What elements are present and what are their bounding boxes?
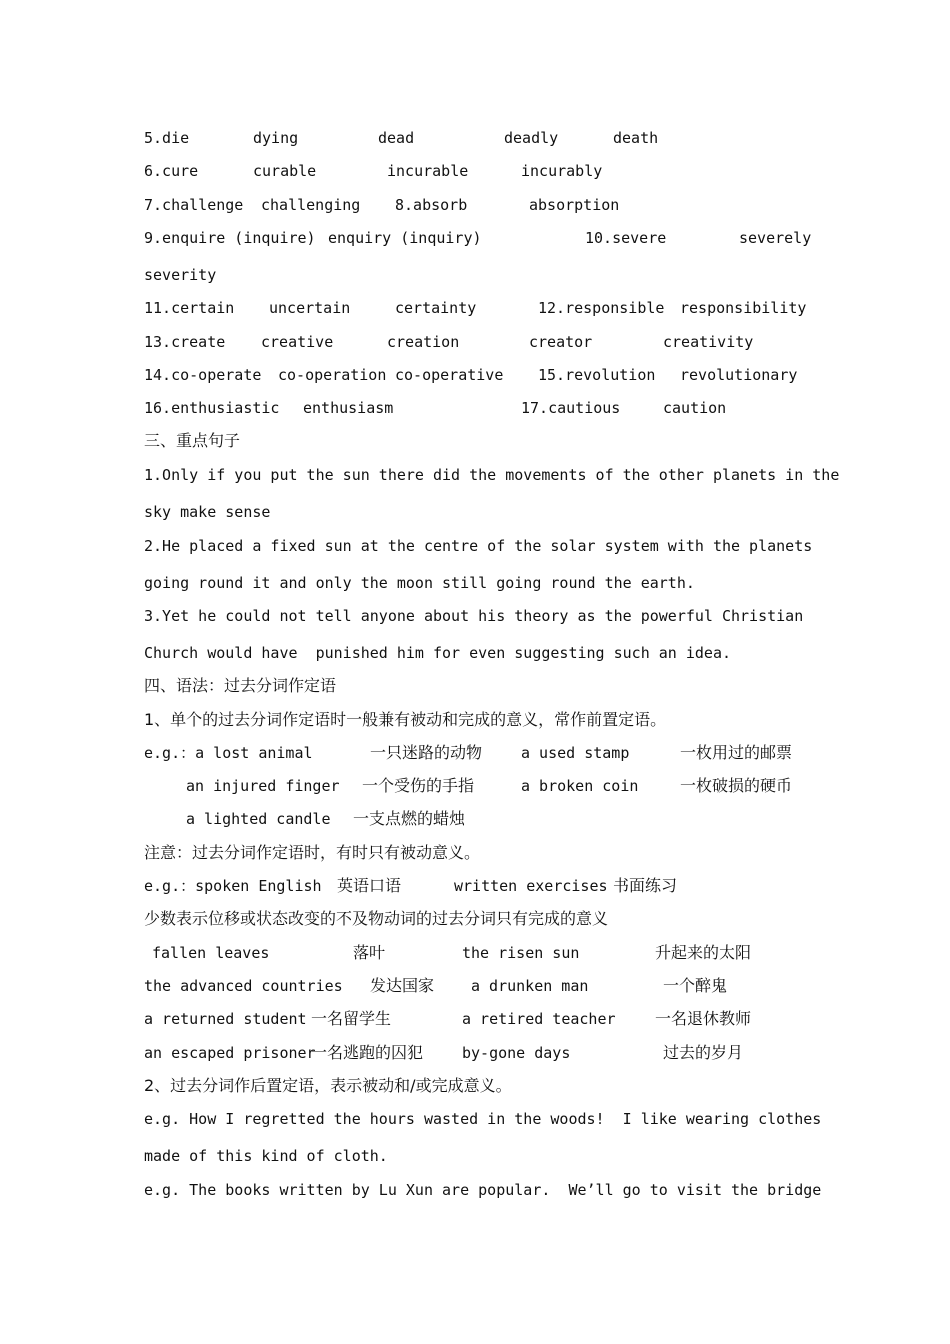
sentence-1b: sky make sense <box>144 503 271 521</box>
example-en: a broken coin <box>521 777 639 795</box>
word: co-operative <box>395 366 504 384</box>
word: 12.responsible <box>538 299 665 317</box>
example-cn: 一个受伤的手指 <box>362 776 475 795</box>
example-row-2 <box>0 776 950 796</box>
sentence-3b: Church would have punished him for even suggesting such an idea. <box>144 644 731 662</box>
example-en: a retired teacher <box>462 1010 616 1028</box>
word: 5.die <box>144 129 190 147</box>
word-row-9b <box>0 265 950 285</box>
word: dying <box>253 129 299 147</box>
grammar-rule-1: 1、单个的过去分词作定语时一般兼有被动和完成的意义，常作前置定语。 <box>144 710 667 729</box>
word: death <box>613 129 659 147</box>
word: absorption <box>529 196 620 214</box>
grammar-rule-2: 2、过去分词作后置定语，表示被动和/或完成意义。 <box>144 1076 512 1095</box>
example-cn: 发达国家 <box>370 976 435 995</box>
example-cn: 一只迷路的动物 <box>370 743 483 762</box>
example-en: a drunken man <box>471 977 589 995</box>
example-en: an injured finger <box>186 777 340 795</box>
word: caution <box>663 399 727 417</box>
word: creativity <box>663 333 754 351</box>
grammar-note: 注意：过去分词作定语时，有时只有被动意义。 <box>144 843 481 862</box>
example-en: by-gone days <box>462 1044 571 1062</box>
word: 15.revolution <box>538 366 656 384</box>
word: 14.co-operate <box>144 366 262 384</box>
word: incurable <box>387 162 469 180</box>
word: 16.enthusiastic <box>144 399 280 417</box>
word: co-operation <box>278 366 387 384</box>
example-en: e.g.：spoken English <box>144 877 322 895</box>
example-en: an escaped prisoner <box>144 1044 316 1062</box>
word: 17.cautious <box>521 399 621 417</box>
word: 9.enquire (inquire) <box>144 229 316 247</box>
example-en: the risen sun <box>462 944 580 962</box>
word: 13.create <box>144 333 226 351</box>
word: enthusiasm <box>303 399 394 417</box>
example-en: written exercises <box>454 877 608 895</box>
example-cn: 过去的岁月 <box>663 1043 744 1062</box>
word: 11.certain <box>144 299 235 317</box>
word-row-16 <box>0 398 950 418</box>
word: 6.cure <box>144 162 199 180</box>
example-en: a lighted candle <box>186 810 331 828</box>
word-row-7 <box>0 195 950 215</box>
word: severely <box>739 229 812 247</box>
word: incurably <box>521 162 603 180</box>
example-row-3 <box>0 809 950 829</box>
word: 7.challenge <box>144 196 244 214</box>
section-heading-sentences: 三、重点句子 <box>144 431 241 450</box>
word: creative <box>261 333 334 351</box>
section-heading-grammar: 四、语法：过去分词作定语 <box>144 676 337 695</box>
word: uncertain <box>269 299 351 317</box>
example-cn: 一名退休教师 <box>655 1009 752 1028</box>
word: 10.severe <box>585 229 667 247</box>
word: deadly <box>504 129 559 147</box>
example-row-5 <box>0 943 950 963</box>
word: creation <box>387 333 460 351</box>
word-row-11 <box>0 298 950 318</box>
example-row-6 <box>0 976 950 996</box>
word: severity <box>144 266 217 284</box>
example-cn: 一名留学生 <box>311 1009 392 1028</box>
example-cn: 一枚破损的硬币 <box>680 776 793 795</box>
word: 8.absorb <box>395 196 468 214</box>
sentence-3a: 3.Yet he could not tell anyone about his theory as the powerful Christian <box>144 607 804 625</box>
sentence-2b: going round it and only the moon still going round the earth. <box>144 574 695 592</box>
example-en: fallen leaves <box>152 944 270 962</box>
example-en: a returned student <box>144 1010 307 1028</box>
word-row-14 <box>0 365 950 385</box>
example-cn: 一枚用过的邮票 <box>680 743 793 762</box>
example-cn: 一名逃跑的囚犯 <box>311 1043 424 1062</box>
example-row-4 <box>0 876 950 896</box>
word: dead <box>378 129 415 147</box>
example-sentence-1a: e.g. How I regretted the hours wasted in the woods! I like wearing clothes <box>144 1110 822 1128</box>
word-row-9 <box>0 228 950 248</box>
word: curable <box>253 162 317 180</box>
example-cn: 书面练习 <box>613 876 678 895</box>
word-row-6 <box>0 161 950 181</box>
word: responsibility <box>680 299 807 317</box>
example-sentence-2a: e.g. The books written by Lu Xun are popular. We’ll go to visit the bridge <box>144 1181 822 1199</box>
word: revolutionary <box>680 366 798 384</box>
word: certainty <box>395 299 477 317</box>
example-cn: 英语口语 <box>337 876 402 895</box>
example-cn: 一支点燃的蜡烛 <box>353 809 466 828</box>
example-cn: 升起来的太阳 <box>655 943 752 962</box>
example-cn: 一个醉鬼 <box>663 976 728 995</box>
example-row-1 <box>0 743 950 763</box>
example-en: e.g.：a lost animal <box>144 744 313 762</box>
sentence-2a: 2.He placed a fixed sun at the centre of the solar system with the planets <box>144 537 813 555</box>
word: challenging <box>261 196 361 214</box>
grammar-note-2: 少数表示位移或状态改变的不及物动词的过去分词只有完成的意义 <box>144 909 609 928</box>
word-row-5 <box>0 128 950 148</box>
sentence-1a: 1.Only if you put the sun there did the movements of the other planets in the <box>144 466 840 484</box>
example-en: the advanced countries <box>144 977 343 995</box>
word-row-13 <box>0 332 950 352</box>
example-cn: 落叶 <box>353 943 386 962</box>
example-row-8 <box>0 1043 950 1063</box>
example-sentence-1b: made of this kind of cloth. <box>144 1147 388 1165</box>
word: creator <box>529 333 593 351</box>
example-row-7 <box>0 1009 950 1029</box>
example-en: a used stamp <box>521 744 630 762</box>
word: enquiry (inquiry) <box>328 229 482 247</box>
